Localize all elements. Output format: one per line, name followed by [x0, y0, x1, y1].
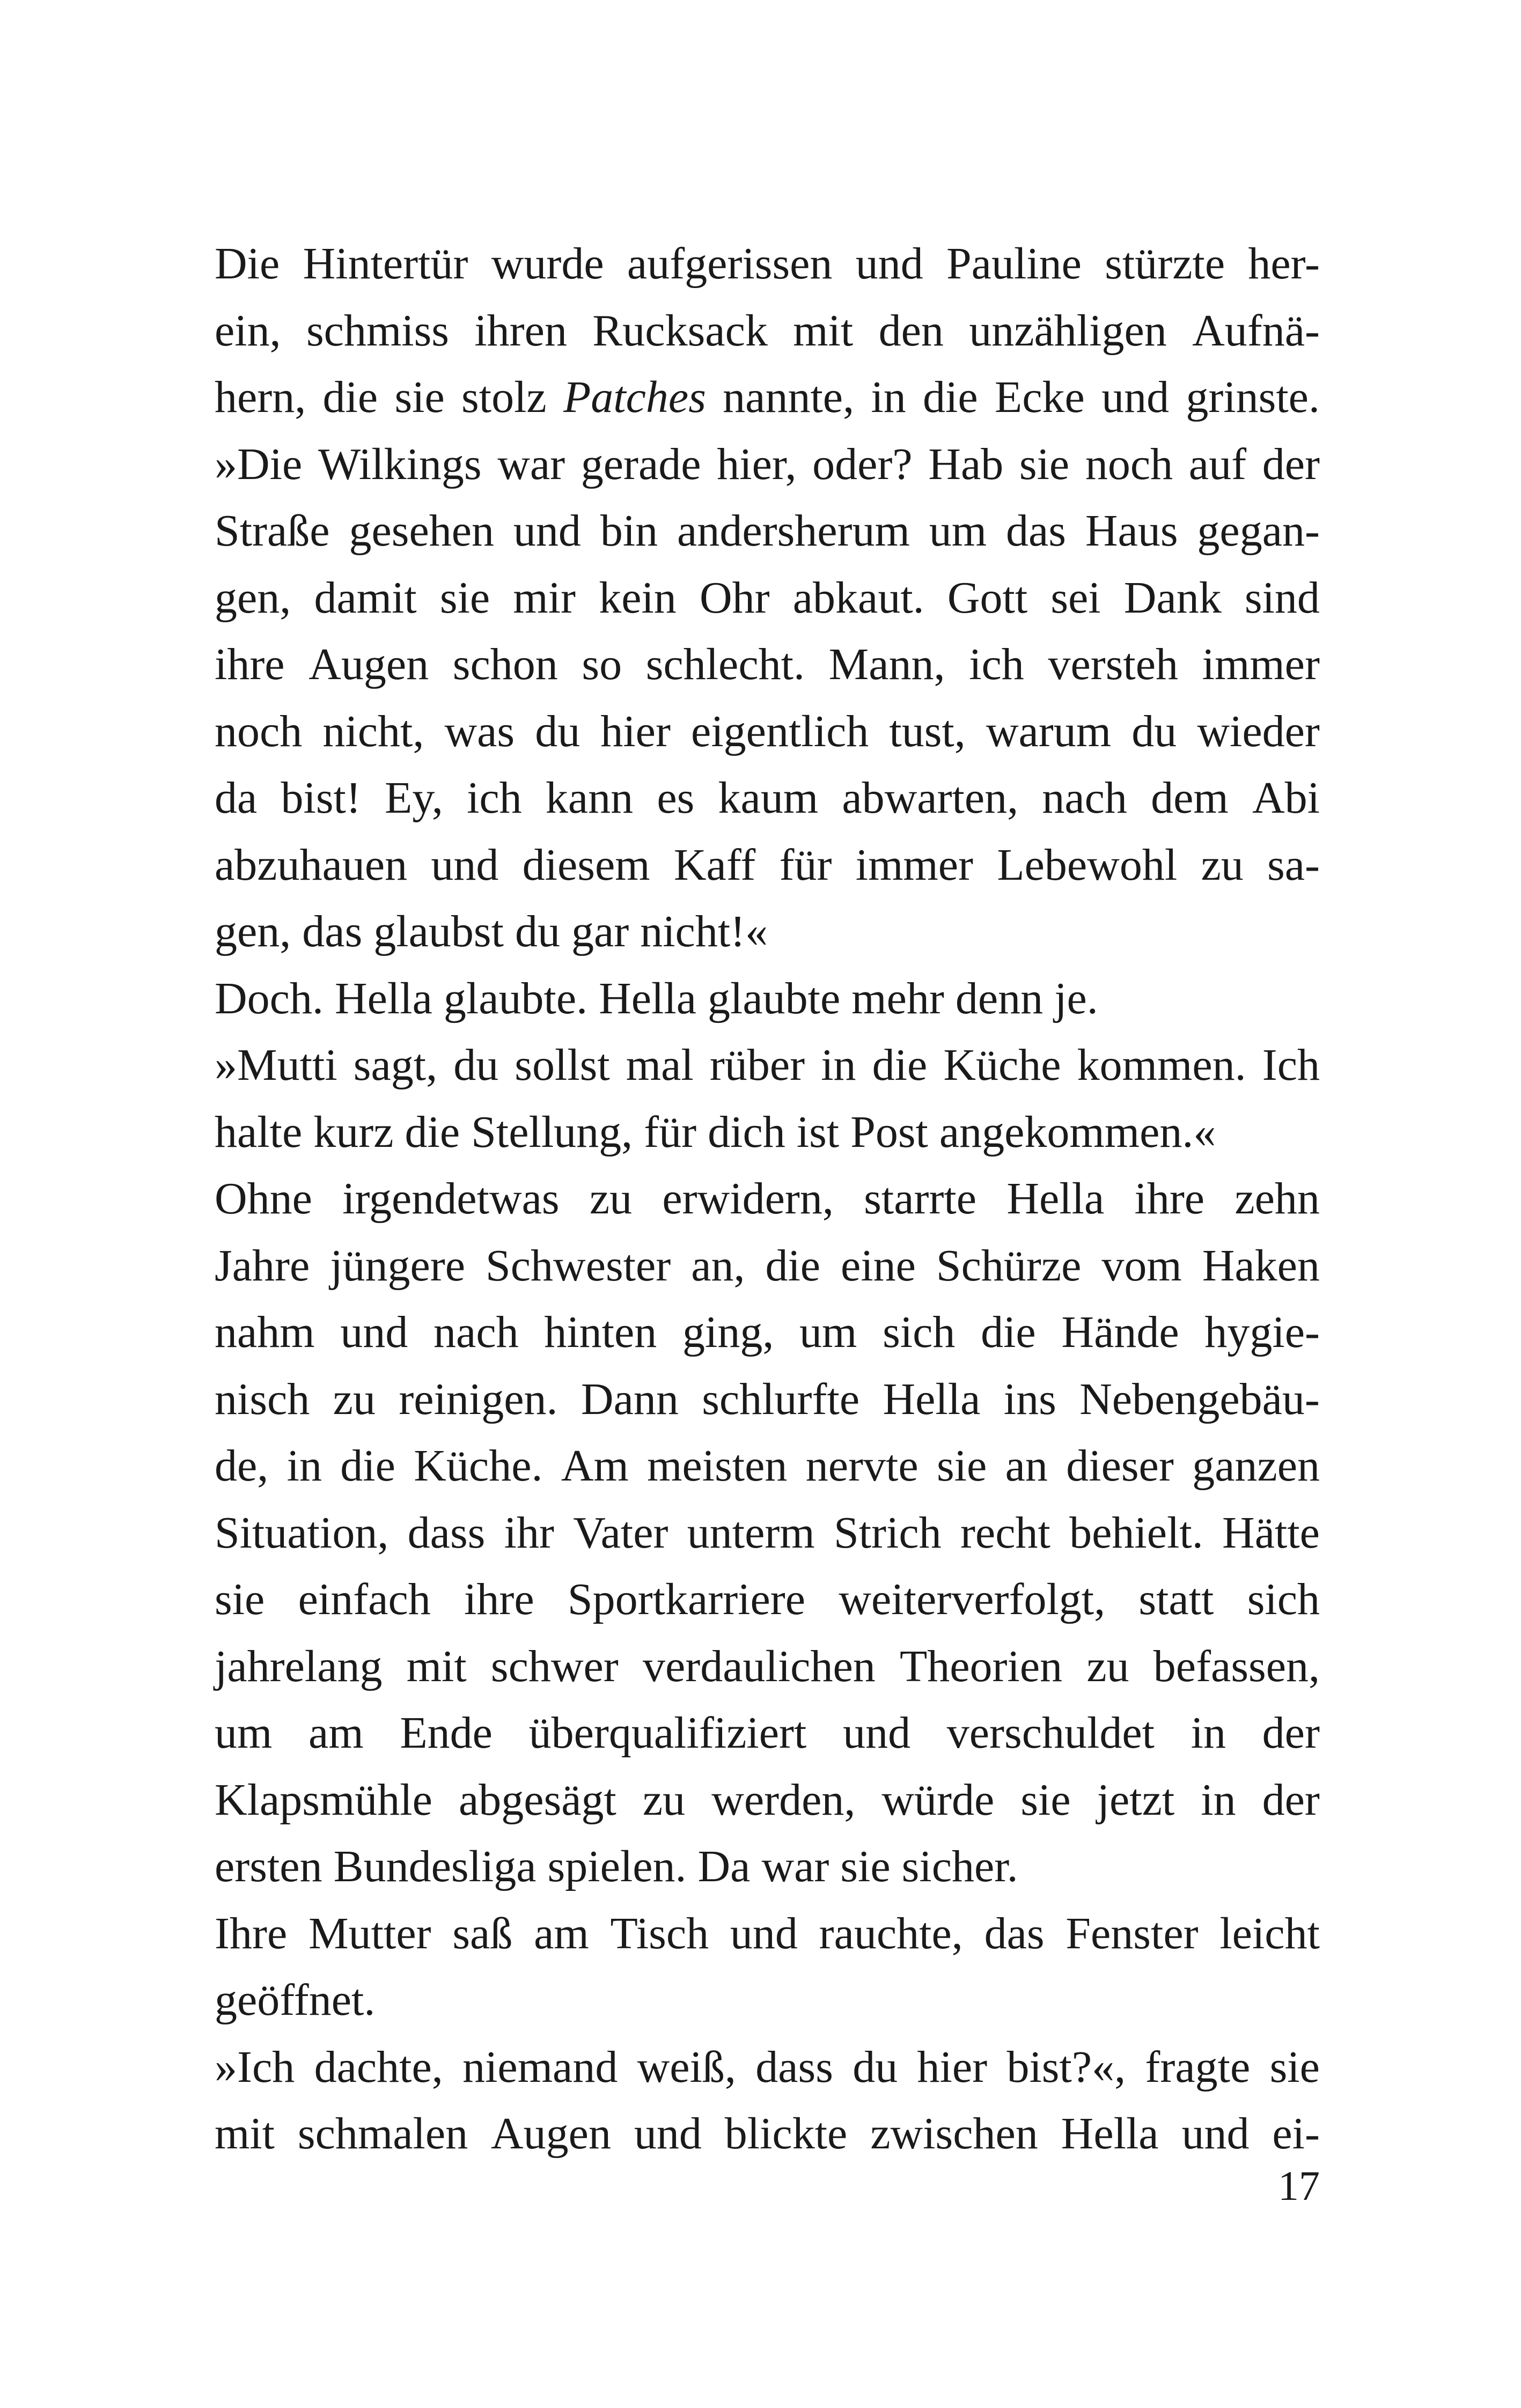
word: reinigen.: [399, 1374, 558, 1424]
word: weiterverfolgt,: [839, 1574, 1106, 1624]
word: und: [843, 1708, 911, 1758]
word: ihre: [464, 1574, 534, 1624]
word: abgesägt: [458, 1774, 616, 1825]
word: Haus: [1085, 506, 1178, 556]
word: am: [534, 1908, 589, 1958]
text-line: [215, 1366, 1320, 1433]
word: bist!: [281, 773, 361, 823]
word: nicht,: [322, 706, 424, 756]
word: Ecke: [994, 372, 1085, 422]
word: erwidern,: [662, 1174, 834, 1224]
word: zu: [333, 1374, 376, 1424]
word: befassen,: [1153, 1641, 1320, 1691]
word: Vater: [573, 1507, 668, 1558]
word: rüber: [709, 1040, 805, 1090]
text-line: [215, 1901, 1320, 1968]
word: hier: [600, 706, 671, 756]
text-line: [215, 832, 1320, 899]
word: und: [730, 1908, 798, 1958]
word: zu: [589, 1174, 633, 1224]
word: kommen.: [1077, 1040, 1246, 1090]
word: der: [1262, 1708, 1320, 1758]
word: Ihre: [215, 1908, 288, 1958]
word: Post: [850, 1107, 928, 1157]
word: bist?«,: [1006, 2042, 1126, 2092]
word: die: [981, 1307, 1036, 1357]
word: gen,: [215, 572, 291, 623]
word: der: [1262, 439, 1320, 489]
word: sind: [1244, 572, 1320, 623]
word: Ey,: [385, 773, 443, 823]
word: werden,: [711, 1774, 856, 1825]
word: schmalen: [297, 2109, 468, 2159]
word: leicht: [1219, 1908, 1320, 1958]
word: Gott: [947, 572, 1028, 623]
word: hygie-: [1204, 1307, 1320, 1357]
text-line: [215, 1433, 1320, 1500]
word: rauchte,: [819, 1908, 963, 1958]
word: weiß,: [637, 2042, 736, 2092]
word: Schwester: [486, 1240, 671, 1291]
text-line: [215, 1833, 1320, 1901]
word: mit: [215, 2109, 275, 2159]
page-number: 17: [1278, 2162, 1320, 2209]
word: das: [984, 1908, 1045, 1958]
word: Hella: [1006, 1174, 1105, 1224]
word: abwarten,: [842, 773, 1019, 823]
word: du: [453, 1040, 499, 1090]
word: immer: [855, 840, 974, 890]
word: sich: [1247, 1574, 1320, 1624]
word: um: [799, 1307, 857, 1357]
word: den: [878, 305, 944, 356]
word: Augen: [491, 2109, 611, 2159]
word: statt: [1138, 1574, 1214, 1624]
word: würde: [881, 1774, 995, 1825]
word: glaubte: [708, 973, 841, 1023]
word: Bundesliga: [333, 1842, 537, 1891]
word: nisch: [215, 1374, 310, 1424]
text-line: [215, 498, 1320, 565]
word: sie: [1020, 1774, 1071, 1825]
word: Nebengebäu-: [1079, 1374, 1320, 1424]
word: mir: [513, 572, 576, 623]
word: in: [286, 1441, 322, 1491]
word: irgendetwas: [342, 1174, 560, 1224]
text-line: [215, 1166, 1320, 1233]
word: vom: [1101, 1240, 1182, 1291]
text-line: [215, 2101, 1320, 2168]
word: Ende: [400, 1708, 493, 1758]
word: in: [871, 372, 906, 422]
word: geöffnet.: [215, 1975, 376, 2025]
word: sicher.: [901, 1842, 1018, 1891]
word: die: [765, 1240, 821, 1291]
word: saß: [452, 1908, 513, 1958]
word: »Ich: [215, 2042, 295, 2092]
word: »Mutti: [215, 1040, 337, 1090]
text-line: [215, 1233, 1320, 1300]
word: dich: [708, 1107, 785, 1157]
word: Augen: [308, 639, 429, 689]
word: ei-: [1272, 2109, 1320, 2159]
word: wurde: [491, 239, 604, 289]
word: ihre: [215, 639, 285, 689]
text-line: [215, 765, 1320, 832]
word: die: [322, 372, 378, 422]
word: sa-: [1267, 840, 1320, 890]
word: mit: [793, 305, 854, 356]
word: Tisch: [610, 1908, 709, 1958]
word: Dann: [581, 1374, 679, 1424]
word: meisten: [647, 1441, 788, 1491]
word: schwer: [490, 1641, 619, 1691]
word: kann: [545, 773, 634, 823]
word: spielen.: [547, 1842, 687, 1891]
word: war: [761, 1842, 829, 1891]
word: mehr: [851, 973, 944, 1023]
word: tust,: [889, 706, 966, 756]
word: dachte,: [314, 2042, 443, 2092]
word: Stellung,: [471, 1107, 633, 1157]
word: schon: [452, 639, 558, 689]
word: unterm: [687, 1507, 815, 1558]
word: der: [1262, 1774, 1320, 1825]
word: sie: [1269, 2042, 1320, 2092]
word: schmiss: [306, 305, 449, 356]
word: das: [1006, 506, 1066, 556]
word: gesehen: [349, 506, 495, 556]
word: Patches: [563, 372, 706, 422]
text-line: [215, 1633, 1320, 1700]
word: Hände: [1061, 1307, 1179, 1357]
word: aufgerissen: [627, 239, 833, 289]
word: jahrelang: [215, 1641, 383, 1691]
word: her-: [1248, 239, 1320, 289]
word: an,: [691, 1240, 745, 1291]
word: ersten: [215, 1842, 322, 1891]
word: Lebewohl: [997, 840, 1178, 890]
word: Sportkarriere: [567, 1574, 806, 1624]
word: zu: [642, 1774, 686, 1825]
word: zehn: [1235, 1174, 1320, 1224]
word: ihr: [504, 1507, 554, 1558]
word: blickte: [724, 2109, 848, 2159]
word: nahm: [215, 1307, 315, 1357]
word: kurz: [313, 1107, 394, 1157]
word: ihre: [1134, 1174, 1205, 1224]
word: schlurfte: [702, 1374, 860, 1424]
word: glaubte.: [443, 973, 588, 1023]
word: und: [1101, 372, 1170, 422]
text-line: [215, 966, 1320, 1033]
word: Mutter: [308, 1908, 431, 1958]
word: ihren: [474, 305, 567, 356]
text-line: [215, 1767, 1320, 1834]
word: angekommen.«: [939, 1107, 1216, 1157]
word: dem: [1151, 773, 1229, 823]
word: Wilkings: [318, 439, 482, 489]
word: und: [634, 2109, 702, 2159]
word: und: [431, 840, 499, 890]
word: nervte: [805, 1441, 919, 1491]
word: zwischen: [870, 2109, 1038, 2159]
word: ganzen: [1192, 1441, 1320, 1491]
word: Ohne: [215, 1174, 312, 1224]
text-line: [215, 431, 1320, 498]
word: noch: [1085, 439, 1173, 489]
word: »Die: [215, 439, 303, 489]
word: damit: [314, 572, 417, 623]
word: Aufnä-: [1192, 305, 1320, 356]
word: Am: [561, 1441, 629, 1491]
text-line: [215, 1099, 1320, 1166]
word: jetzt: [1097, 1774, 1175, 1825]
word: noch: [215, 706, 303, 756]
word: schlecht.: [645, 639, 805, 689]
word: Rucksack: [592, 305, 768, 356]
word: Ohr: [699, 572, 770, 623]
word: auf: [1188, 439, 1247, 489]
word: um: [215, 1708, 273, 1758]
word: verschuldet: [946, 1708, 1155, 1758]
word: für: [779, 840, 832, 890]
word: versteh: [1048, 639, 1179, 689]
word: Doch.: [215, 973, 324, 1023]
text-line: [215, 1032, 1320, 1099]
word: sie: [215, 1574, 265, 1624]
word: Situation,: [215, 1507, 389, 1558]
word: die: [872, 1040, 928, 1090]
word: de,: [215, 1441, 269, 1491]
word: an: [1005, 1441, 1048, 1491]
word: überqualifiziert: [528, 1708, 807, 1758]
word: gar: [571, 907, 629, 956]
word: zu: [1201, 840, 1244, 890]
word: grinste.: [1186, 372, 1320, 422]
word: ging,: [682, 1307, 774, 1357]
word: gen,: [215, 907, 291, 956]
word: andersherum: [677, 506, 910, 556]
word: ist: [796, 1107, 840, 1157]
word: einfach: [298, 1574, 431, 1624]
word: Abi: [1252, 773, 1320, 823]
word: behielt.: [1069, 1507, 1203, 1558]
word: Ich: [1262, 1040, 1320, 1090]
word: da: [215, 773, 258, 823]
word: hern,: [215, 372, 306, 422]
word: abkaut.: [792, 572, 924, 623]
word: jüngere: [330, 1240, 466, 1291]
word: das: [302, 907, 363, 956]
word: Straße: [215, 506, 330, 556]
word: Fenster: [1066, 1908, 1199, 1958]
word: Schürze: [936, 1240, 1082, 1291]
text-line: [215, 1566, 1320, 1633]
word: ich: [969, 639, 1024, 689]
word: sie: [936, 1441, 987, 1491]
word: zu: [1086, 1641, 1129, 1691]
word: Jahre: [215, 1240, 310, 1291]
word: sie: [1019, 439, 1070, 489]
word: die: [922, 372, 978, 422]
text-line: [215, 1299, 1320, 1366]
word: sie: [439, 572, 490, 623]
word: Hella: [1061, 2109, 1159, 2159]
word: niemand: [462, 2042, 618, 2092]
word: ins: [1003, 1374, 1056, 1424]
word: Hab: [928, 439, 1004, 489]
word: glaubst: [373, 907, 504, 956]
word: Strich: [834, 1507, 942, 1558]
text-line: [215, 631, 1320, 698]
text-line: [215, 298, 1320, 365]
body-text: [215, 231, 1320, 2168]
word: und: [340, 1307, 408, 1357]
word: Hätte: [1222, 1507, 1320, 1558]
word: dass: [407, 1507, 486, 1558]
word: du: [1131, 706, 1177, 756]
word: hinten: [544, 1307, 657, 1357]
word: ich: [467, 773, 522, 823]
word: oder?: [812, 439, 913, 489]
word: wieder: [1197, 706, 1320, 756]
word: stürzte: [1105, 239, 1225, 289]
word: kaum: [718, 773, 819, 823]
word: nannte,: [723, 372, 855, 422]
text-line: [215, 1967, 1320, 2034]
word: am: [308, 1708, 364, 1758]
text-line: [215, 2034, 1320, 2101]
word: sollst: [515, 1040, 610, 1090]
word: nach: [1042, 773, 1127, 823]
word: warum: [986, 706, 1112, 756]
word: Klapsmühle: [215, 1774, 432, 1825]
word: für: [644, 1107, 697, 1157]
word: halte: [215, 1107, 303, 1157]
word: eine: [841, 1240, 916, 1291]
text-line: [215, 1700, 1320, 1767]
word: dieser: [1066, 1441, 1174, 1491]
word: Die: [215, 239, 280, 289]
word: Pauline: [946, 239, 1082, 289]
word: nach: [433, 1307, 519, 1357]
word: Mann,: [828, 639, 945, 689]
text-line: [215, 899, 1320, 966]
word: und: [1181, 2109, 1250, 2159]
word: diesem: [522, 840, 650, 890]
word: mal: [626, 1040, 694, 1090]
word: du: [535, 706, 581, 756]
word: die: [340, 1441, 395, 1491]
word: um: [929, 506, 987, 556]
word: die: [405, 1107, 460, 1157]
word: in: [1201, 1774, 1236, 1825]
text-line: [215, 698, 1320, 765]
word: kein: [599, 572, 677, 623]
word: sagt,: [353, 1040, 438, 1090]
word: fragte: [1145, 2042, 1251, 2092]
word: sie: [394, 372, 445, 422]
word: Hella: [334, 973, 432, 1023]
word: es: [657, 773, 695, 823]
word: eigentlich: [691, 706, 869, 756]
word: nicht!«: [640, 907, 768, 956]
word: Kaff: [673, 840, 756, 890]
word: Haken: [1202, 1240, 1320, 1291]
word: stolz: [461, 372, 547, 422]
word: starrte: [864, 1174, 977, 1224]
word: immer: [1202, 639, 1320, 689]
word: sich: [883, 1307, 956, 1357]
word: unzähligen: [969, 305, 1167, 356]
word: Hella: [883, 1374, 981, 1424]
text-line: [215, 1500, 1320, 1567]
word: Da: [697, 1842, 751, 1891]
word: abzuhauen: [215, 840, 408, 890]
word: sei: [1050, 572, 1101, 623]
word: dass: [755, 2042, 833, 2092]
word: Hintertür: [303, 239, 468, 289]
word: denn: [955, 973, 1044, 1023]
word: hier: [917, 2042, 988, 2092]
word: Küche: [943, 1040, 1061, 1090]
word: recht: [960, 1507, 1050, 1558]
word: je.: [1054, 973, 1098, 1023]
word: ein,: [215, 305, 281, 356]
word: in: [1191, 1708, 1226, 1758]
word: mit: [406, 1641, 467, 1691]
word: gegan-: [1197, 506, 1320, 556]
word: Küche.: [414, 1441, 543, 1491]
word: gerade: [581, 439, 701, 489]
text-line: [215, 364, 1320, 431]
word: hier,: [717, 439, 797, 489]
word: Hella: [599, 973, 697, 1023]
text-line: [215, 565, 1320, 632]
word: war: [497, 439, 565, 489]
word: so: [582, 639, 622, 689]
word: was: [444, 706, 515, 756]
word: sie: [840, 1842, 891, 1891]
word: und: [513, 506, 581, 556]
word: verdaulichen: [642, 1641, 876, 1691]
word: Theorien: [899, 1641, 1063, 1691]
word: du: [853, 2042, 898, 2092]
word: Dank: [1123, 572, 1222, 623]
word: du: [515, 907, 560, 956]
word: bin: [600, 506, 658, 556]
word: in: [821, 1040, 856, 1090]
text-line: [215, 231, 1320, 298]
word: und: [855, 239, 923, 289]
